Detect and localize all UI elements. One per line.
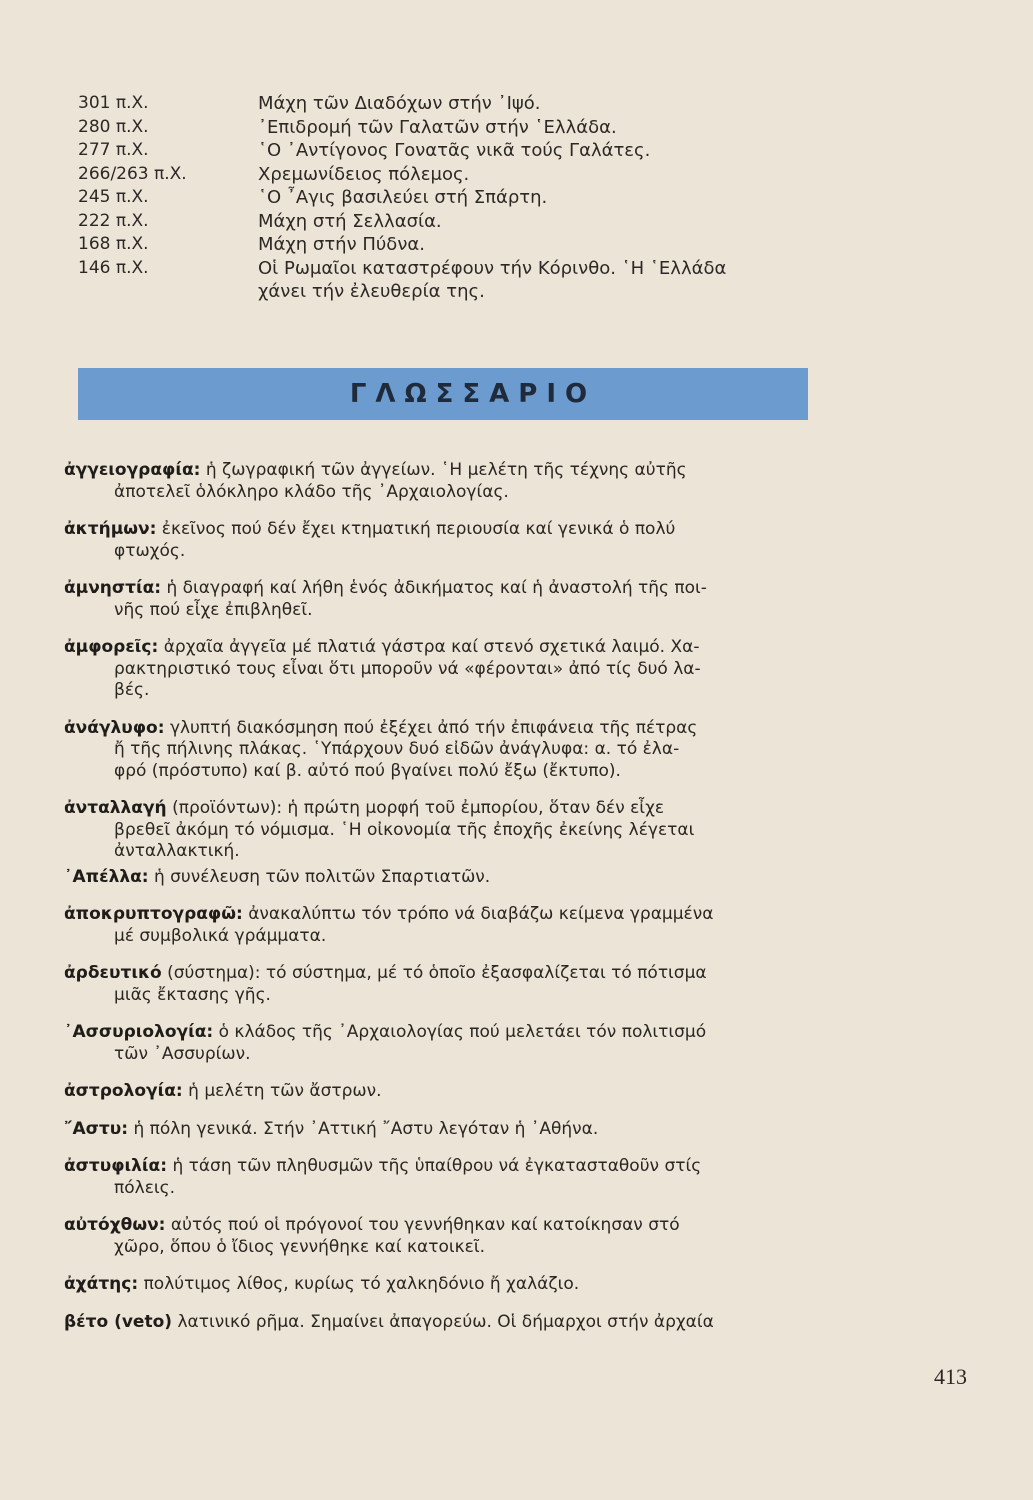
glossary-entry [64,1274,816,1296]
glossary-definition: ἀρχαῖα ἀγγεῖα μέ πλατιά γάστρα καί στενό σχετικά λαιμό. Χα- [163,637,700,657]
chronology-date: 245 π.Χ. [78,187,149,207]
chronology-event [258,257,818,304]
glossary-title: ΓΛΩΣΣΑΡΙΟ [349,379,597,409]
chronology-date: 301 π.Χ. [78,93,149,113]
glossary-definition: ἐκεῖνος πού δέν ἔχει κτηματική περιουσία καί γενικά ὁ πολύ [161,519,676,539]
glossary-entry [64,1119,816,1141]
glossary-continuation: μέ συμβολικά γράμματα. [114,925,327,946]
chronology-row [78,257,818,304]
chronology-date: 168 π.Χ. [78,234,149,254]
glossary-definition: ἡ ζωγραφική τῶν ἀγγείων. ῾Η μελέτη τῆς τέχνης αὐτῆς [205,460,687,480]
glossary-continuation: φρό (πρόστυπο) καί β. αὐτό πού βγαίνει πολύ ἔξω (ἔκτυπο). [114,760,621,781]
chronology-event [258,233,818,257]
glossary-continuation: τῶν ᾽Ασσυρίων. [114,1043,251,1064]
glossary-entry [64,1215,816,1258]
glossary-continuation: ἤ τῆς πήλινης πλάκας. ῾Υπάρχουν δυό εἰδῶν ἀνάγλυφα: α. τό ἐλα- [114,739,680,759]
glossary-continuation: πόλεις. [114,1177,176,1198]
glossary-definition: τό σύστημα, μέ τό ὁποῖο ἐξασφαλίζεται τό πότισμα [265,963,707,983]
glossary-term: ἀνταλλαγή [64,798,167,818]
glossary-term: ἀρδευτικό [64,963,162,983]
glossary-term: ῎Αστυ: [64,1118,129,1139]
glossary-entry [64,1022,816,1065]
glossary-continuation: βρεθεῖ ἀκόμη τό νόμισμα. ῾Η οἰκονομία τῆς ἐποχῆς ἐκείνης λέγεται [114,819,695,840]
glossary-entry [64,637,816,702]
chronology-event-line: ῾Ο ῏Αγις βασιλεύει στή Σπάρτη. [258,187,548,208]
chronology-date: 277 π.Χ. [78,140,149,160]
glossary-definition: αὐτός πού οἱ πρόγονοί του γεννήθηκαν καί κατοίκησαν στό [170,1215,680,1235]
glossary-definition: ἀνακαλύπτω τόν τρόπο νά διαβάζω κείμενα γραμμένα [248,904,714,924]
glossary-continuation: ἀνταλλακτική. [114,841,240,861]
glossary-definition: ἡ πρώτη μορφή τοῦ ἐμπορίου, ὅταν δέν εἶχε [287,798,665,818]
glossary-definition: γλυπτή διακόσμηση πού ἐξέχει ἀπό τήν ἐπιφάνεια τῆς πέτρας [169,717,698,738]
chronology-row [78,116,818,140]
glossary-term: ἀχάτης: [64,1274,139,1294]
chronology-event-line: χάνει τήν ἐλευθερία της. [258,281,485,302]
glossary-continuation: χῶρο, ὅπου ὁ ἴδιος γεννήθηκε καί κατοικεῖ. [114,1236,485,1257]
chronology-event-line: Οἱ Ρωμαῖοι καταστρέφουν τήν Κόρινθο. ῾Η ῾Ελλάδα [258,257,727,279]
chronology-list [78,92,818,304]
page-number: 413 [934,1364,967,1389]
glossary-definition: ὁ κλάδος τῆς ᾽Αρχαιολογίας πού μελετάει τόν πολιτισμό [218,1022,707,1042]
glossary-term: ἀποκρυπτογραφῶ: [64,904,243,924]
glossary-list [64,460,816,1349]
chronology-row [78,210,818,234]
chronology-event [258,139,818,163]
glossary-entry [64,519,816,562]
glossary-term: ἀνάγλυφο: [64,717,165,738]
chronology-event [258,163,818,187]
glossary-term: ἀμνηστία: [64,578,162,598]
chronology-row [78,233,818,257]
glossary-entry [64,578,816,621]
glossary-entry [64,963,816,1006]
glossary-definition: πολύτιμος λίθος, κυρίως τό χαλκηδόνιο ἤ χαλάζιο. [143,1274,580,1294]
chronology-event-line: Μάχη τῶν Διαδόχων στήν ᾽Ιψό. [258,93,541,114]
glossary-term: ἀστυφιλία: [64,1156,168,1176]
glossary-definition: ἡ μελέτη τῶν ἄστρων. [188,1081,382,1101]
chronology-event-line: ῾Ο ᾽Αντίγονος Γονατᾶς νικᾶ τούς Γαλάτες. [258,140,651,161]
chronology-row [78,92,818,116]
glossary-term: αὐτόχθων: [64,1215,166,1235]
chronology-row [78,163,818,187]
glossary-definition: ἡ διαγραφή καί λήθη ἑνός ἀδικήματος καί ἡ ἀναστολή τῆς ποι- [166,578,707,598]
chronology-event [258,186,818,210]
glossary-entry [64,904,816,947]
glossary-entry [64,1081,816,1103]
glossary-definition: ἡ πόλη γενικά. Στήν ᾽Αττική ῎Αστυ λεγόταν ἡ ᾽Αθήνα. [133,1118,599,1139]
chronology-event-line: Μάχη στήν Πύδνα. [258,234,425,255]
glossary-continuation: μιᾶς ἔκτασης γῆς. [114,984,271,1005]
glossary-definition: λατινικό ρῆμα. Σημαίνει ἀπαγορεύω. Οἱ δήμαρχοι στήν ἀρχαία [177,1311,714,1332]
glossary-term: ἀστρολογία: [64,1081,183,1101]
glossary-term-note: (προϊόντων): [166,798,283,818]
chronology-row [78,186,818,210]
chronology-event [258,92,818,116]
glossary-entry [64,1156,816,1199]
glossary-continuation: φτωχός. [114,540,186,561]
glossary-entry [64,867,816,889]
chronology-event-line: Χρεμωνίδειος πόλεμος. [258,163,470,185]
glossary-entry [64,718,816,783]
glossary-banner [78,368,808,420]
glossary-term: ἀγγειογραφία: [64,460,201,480]
glossary-continuation: ρακτηριστικό τους εἶναι ὅτι μποροῦν νά «φέρονται» ἀπό τίς δυό λα- [114,658,701,679]
chronology-row [78,139,818,163]
glossary-term: βέτο (veto) [64,1311,173,1332]
glossary-term: ἀμφορεῖς: [64,637,159,657]
glossary-term: ᾽Απέλλα: [64,866,149,887]
glossary-definition: ἡ τάση τῶν πληθυσμῶν τῆς ὑπαίθρου νά ἐγκατασταθοῦν στίς [172,1156,702,1176]
chronology-event-line: ᾽Επιδρομή τῶν Γαλατῶν στήν ῾Ελλάδα. [258,116,617,138]
chronology-date: 222 π.Χ. [78,210,149,231]
chronology-event-line: Μάχη στή Σελλασία. [258,210,442,232]
glossary-continuation: νῆς πού εἶχε ἐπιβληθεῖ. [114,599,313,620]
chronology-date: 280 π.Χ. [78,116,149,137]
glossary-entry [64,1312,816,1334]
chronology-date: 146 π.Χ. [78,257,149,278]
glossary-definition: ἡ συνέλευση τῶν πολιτῶν Σπαρτιατῶν. [153,866,491,887]
glossary-term: ἀκτήμων: [64,519,157,539]
glossary-entry [64,460,816,503]
chronology-event [258,210,818,234]
chronology-date: 266/263 π.Χ. [78,163,187,184]
glossary-entry [64,798,816,863]
glossary-term-note: (σύστημα): [161,963,261,983]
glossary-continuation: βές. [114,680,150,700]
glossary-continuation: ἀποτελεῖ ὁλόκληρο κλάδο τῆς ᾽Αρχαιολογίας. [114,481,509,502]
chronology-event [258,116,818,140]
glossary-term: ᾽Ασσυριολογία: [64,1022,214,1042]
